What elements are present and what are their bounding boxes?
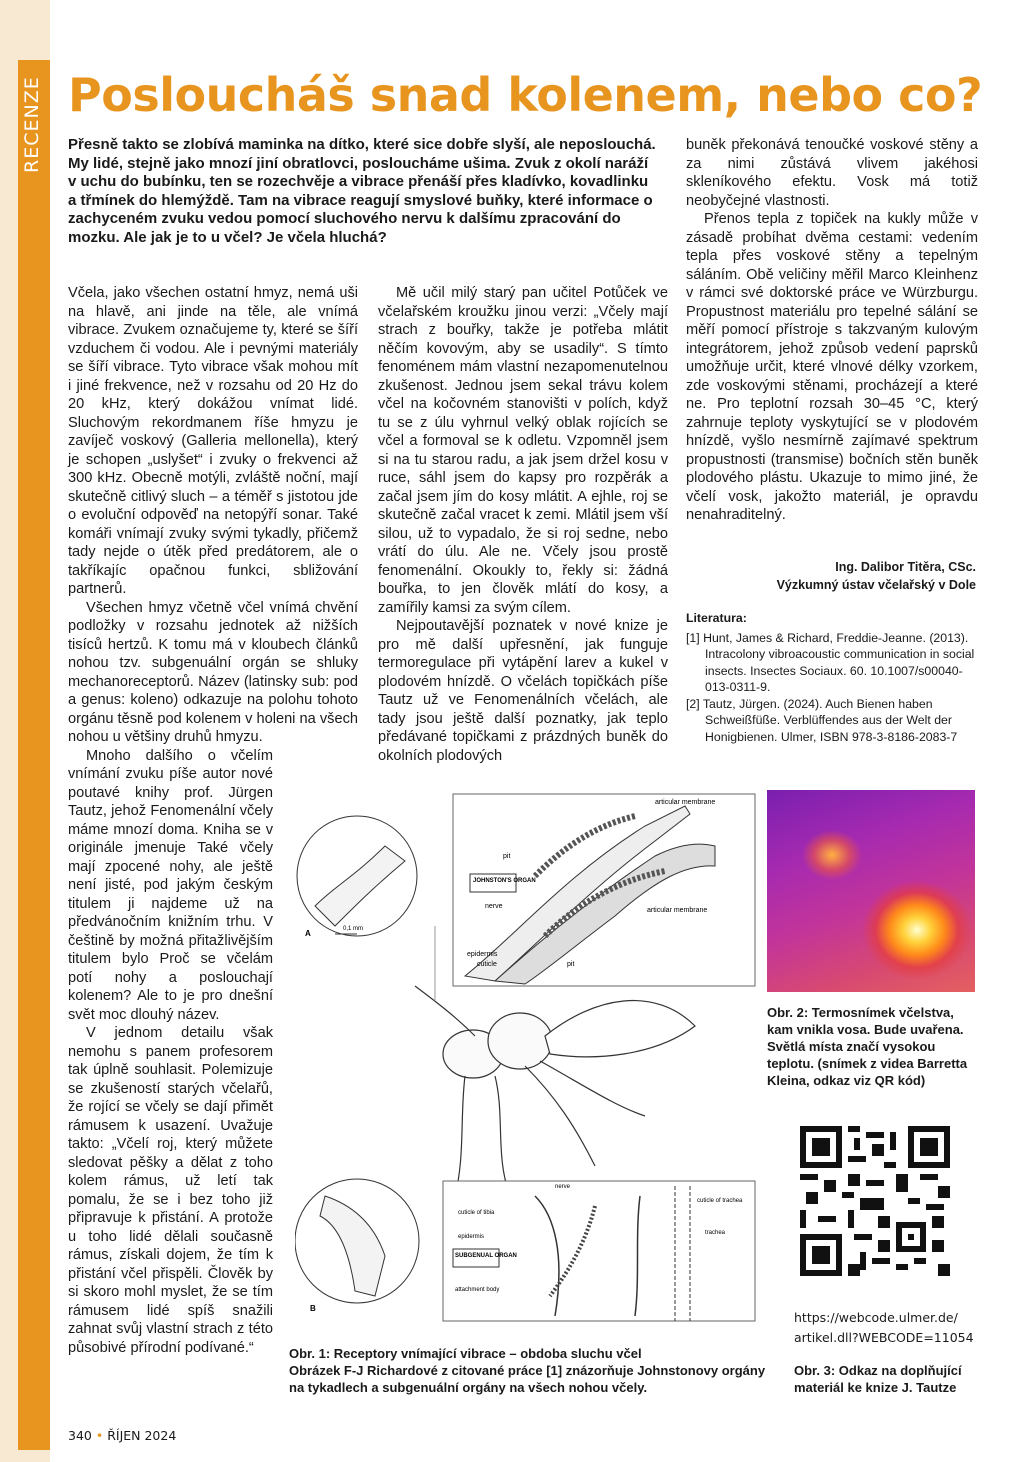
paragraph: Včela, jako všechen ostatní hmyz, nemá uši na hlavě, ani jinde na těle, ale vnímá vibrace. Zvukem označujeme ty, které se šíří vzduchem či vodou. Ale i pevnými materiály se šíří vibrace. Tyto vibrace však mohou mít i jiné frekvence, než v rozsahu od 20 Hz do 20 kHz, který dokážou vnímat lidé. Sluchovým rekordmanem říše hmyzu je zavíječ voskový (Galleria mellonella), který je schopen „uslyšet“ i zvuky o frekvenci až 300 kHz. Obecně motýli, zvláště noční, mají skutečně citlivý sluch – a téměř s jistotou jde o evoluční odpověď na netopýří sonar. Také komáři vnímají zvuky svými tykadly, přičemž tady nejde o útěk před predátorem, ale o takříkajíc opačnou funkci, sbližování partnerů. — [68, 285, 358, 597]
figure1-caption-title: Obr. 1: Receptory vnímající vibrace – obdoba sluchu včel — [289, 1346, 642, 1361]
section-label: RECENZE — [21, 76, 43, 174]
footer-separator: • — [95, 1428, 104, 1443]
label-attachment-body: attachment body — [455, 1287, 500, 1293]
webcode-url-line2: artikel.dll?WEBCODE=11054 — [794, 1330, 974, 1345]
label-articular-membrane-2: articular membrane — [647, 907, 708, 914]
label-scale: 0,1 mm — [343, 926, 364, 932]
column-2 — [378, 284, 668, 765]
label-cuticle: cuticle — [477, 961, 497, 968]
webcode-url[interactable] — [794, 1308, 974, 1348]
figure1-caption-text: Obrázek F-J Richardové z citované práce [1] znázorňuje Johnstonovy orgány na tykadlech a subgenuální orgány na všech nohou včely. — [289, 1363, 766, 1395]
page-number: 340 — [68, 1428, 92, 1443]
article-lead: Přesně takto se zlobívá maminka na dítko, které sice dobře slyší, ale neposlouchá. My lidé, stejně jako mnozí jiní obratlovci, posloucháme ušima. Zvuk z okolí naráží v uchu do bubínku, ten se rozechvěje a vibrace přenáší přes kladívko, kovadlinku a třmínek do hlemýždě. Tam na vibrace reagují smyslové buňky, které informace o zachyceném zvuku vedou pomocí sluchového nervu k dalšímu zpracování do mozku. Ale jak je to u včel? Je včela hluchá? — [68, 136, 656, 246]
paragraph: Nejpoutavější poznatek v nové knize je pro mě další upřesnění, jak funguje termoregulace při vytápění larev a kukel v plodovém hnízdě. O včelách topičkách píše Tautz už ve Fenomenálních včelách, ale tady jsou ještě další poznatky, jak teplo předávané topičkami z prázdných buněk do okolních plodových — [378, 618, 668, 764]
label-johnstons-organ: JOHNSTON'S ORGAN — [473, 878, 536, 884]
signature — [686, 558, 976, 594]
label-pit: pit — [503, 853, 511, 860]
label-cuticle-of-tibia: cuticle of tibia — [458, 1210, 495, 1216]
paragraph: buněk překonává tenoučké voskové stěny a za nimi zůstává vlivem jakéhosi skleníkového efektu. Vosk má totiž neobyčejné vlastnosti. — [686, 137, 978, 209]
label-epidermis: epidermis — [467, 951, 498, 958]
paragraph: Mě učil milý starý pan učitel Potůček ve včelařském kroužku jinou verzi: „Včely mají strach z bouřky, takže je potřeba mlátit něčím kovovým, aby se usadily“. S tímto fenoménem mám vlastní nezapomenutelnou zkušenost. Jednou jsem sekal trávu kolem včel na kočovném stanovišti v polích, když tu se z úlu vyhrnul velký oblak rojících se včel a formoval se k odletu. Vzpomněl jsem si na tu starou radu, a jak jsem držel kosu v ruce, sáhl jsem do kapsy pro rozpěrák a začal jsem jím do kosy mlátit. A ejhle, roj se skutečně začal vracet k zemi. Mlátil jsem vší silou, už to vypadalo, že si roj sedne, nebo vrátí do úlu. Ale ne. Včely jsou prostě fenomenální. Okoukly to, řekly si: žádná bouřka, to jen člověk mlátí do kosy, a zamířily kamsi za svým cílem. — [378, 285, 668, 616]
thermal-image — [767, 790, 975, 992]
bee-receptor-illustration — [295, 786, 763, 1326]
label-subgenual-organ: SUBGENUAL ORGAN — [455, 1253, 517, 1259]
literature-ref: [2] Tautz, Jürgen. (2024). Auch Bienen haben Schweißfüße. Verblüffendes aus der Welt der Honigbienen. Ulmer, ISBN 978-3-8186-2083-7 — [686, 696, 958, 744]
qr-code[interactable] — [800, 1126, 950, 1276]
column-3 — [686, 136, 978, 525]
article-title: Posloucháš snad kolenem, nebo co? — [68, 68, 983, 122]
label-nerve: nerve — [485, 903, 503, 910]
figure3-caption: Obr. 3: Odkaz na doplňující materiál ke knize J. Tautze — [794, 1363, 962, 1395]
author-affiliation: Výzkumný ústav včelařský v Dole — [776, 578, 976, 592]
label-cuticle-of-trachea: cuticle of trachea — [697, 1198, 743, 1204]
section-tab — [18, 60, 50, 1450]
literature-heading: Literatura: — [686, 611, 747, 625]
paragraph: V jednom detailu však nemohu s panem profesorem tak úplně souhlasit. Polemizuje se zkušeností starých včelařů, že rojící se včely se dají přimět rámusem k usazení. Uvažuje takto: „Včelí roj, který můžete sledovat pěšky a dělat z toho kolem rámus, už letí tak pomalu, že se i bez toho již připravuje k přistání. A protože u toho lidé dělali současně rámus, získali dojem, že tím k přistání včel přispěli. Člověk by si skoro mohl myslet, že se tím rámusem lidé spíš snažili zahnat svůj vlastní strach z této působivé přírodní podívané.“ — [68, 1025, 273, 1356]
label-trachea: trachea — [705, 1230, 726, 1236]
page-footer — [68, 1428, 176, 1443]
paragraph: Mnoho dalšího o včelím vnímání zvuku píše autor nové poutavé knihy prof. Jürgen Tautz, jehož Fenomenální včely máme mnozí doma. Kniha se v originále jmenuje Také včely mají zpocené nohy, ale ještě není jisté, pod jakým českým titulem ji najdeme už na předvánočním knižním trhu. V češtině by možná přitažlivějším titulem bylo Proč se včelám potí nohy a poslouchají kolenem? Ale to je pro dnešní svět moc dlouhý název. — [68, 747, 273, 1023]
literature-ref: [1] Hunt, James & Richard, Freddie-Jeanne. (2013). Intracolony vibroacoustic communication in social insects. Insectes Sociaux. 60. 10.1007/s00040-013-0311-9. — [686, 630, 975, 694]
label-epidermis-b: epidermis — [458, 1234, 485, 1240]
paragraph: Všechen hmyz včetně včel vnímá chvění podložky v rozsahu jednotek až nižších tisíců hertzů. K tomu má v kloubech článků nohou tzv. subgenuální orgán se shluky mechanoreceptorů. Název (latinsky sub: pod a genus: koleno) odkazuje na polohu tohoto orgánu těsně pod kolenem v holeni na všech nohou u většiny druhů hmyzu. — [68, 599, 358, 745]
paragraph: Přenos tepla z topiček na kukly může v zásadě probíhat dvěma cestami: vedením tepla přes voskové stěny a tepelným sáláním. Obě veličiny měřil Marco Kleinhenz v rámci své doktorské práce ve Würzburgu. Propustnost materiálu pro tepelné sálání se měří pomocí přístroje s takzvaným kulovým integrátorem, jehož způsob vedení paprsků umožňuje určit, které vlnové délky vzorkem, zde voskovými stěnami, procházejí a které ne. Pro teplotní rozsah 30–45 °C, který zahrnuje teploty vyskytující se v plodovém hnízdě, vyšlo nesmírně zajímavé spektrum propustnosti (transmise) bočních stěn buněk plodového plástu. Ukazuje to mimo jiné, že včelí vosk, jakožto materiál, je opravdu nenahraditelný. — [686, 211, 978, 523]
author-name: Ing. Dalibor Titěra, CSc. — [835, 560, 976, 574]
label-panel-b: B — [310, 1304, 316, 1313]
label-nerve-b: nerve — [555, 1184, 571, 1190]
webcode-url-line1: https://webcode.ulmer.de/ — [794, 1310, 958, 1325]
literature — [686, 610, 978, 745]
label-pit-2: pit — [567, 961, 575, 968]
issue-date: ŘÍJEN 2024 — [107, 1428, 177, 1443]
label-articular-membrane: articular membrane — [655, 799, 716, 806]
label-panel-a: A — [305, 929, 311, 938]
figure1-caption — [289, 1345, 769, 1396]
figure2-caption: Obr. 2: Termosnímek včelstva, kam vnikla vosa. Bude uvařena. Světlá místa značí vysokou teplotu. (snímek z videa Barretta Kleina, odkaz viz QR kód) — [767, 1005, 968, 1088]
